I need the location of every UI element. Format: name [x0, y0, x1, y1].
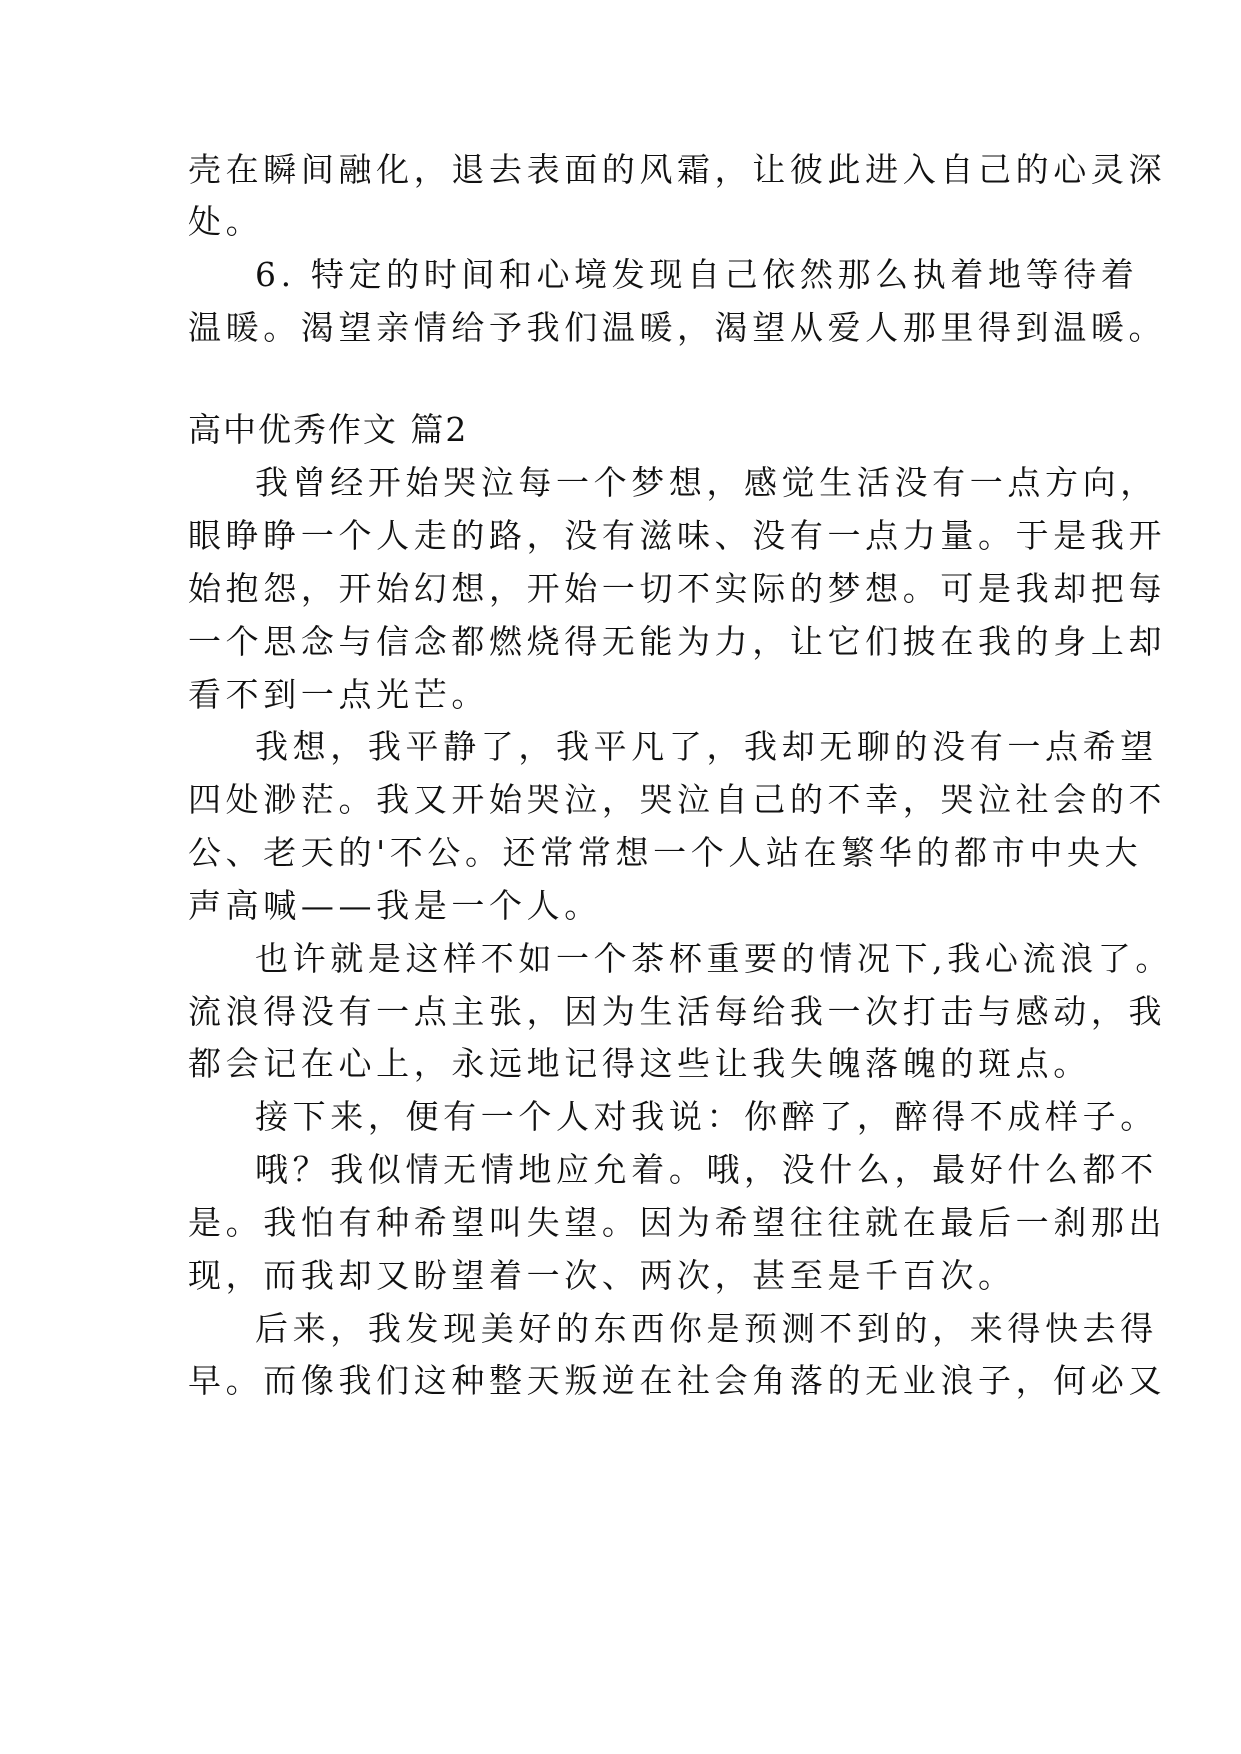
text-line: 后来，我发现美好的东西你是预测不到的，来得快去得 [255, 1309, 1158, 1348]
text-line: 都会记在心上，永远地记得这些让我失魄落魄的斑点。 [188, 1044, 1091, 1083]
text-line: 始抱怨，开始幻想，开始一切不实际的梦想。可是我却把每 [188, 569, 1167, 608]
section-title: 高中优秀作文 篇2 [188, 410, 469, 449]
text-line: 我想，我平静了，我平凡了，我却无聊的没有一点希望 [255, 727, 1158, 766]
text-line: 看不到一点光芒。 [188, 675, 489, 714]
text-line: 壳在瞬间融化，退去表面的风霜，让彼此进入自己的心灵深 [188, 150, 1167, 189]
text-line: 四处渺茫。我又开始哭泣，哭泣自己的不幸，哭泣社会的不 [188, 780, 1167, 819]
text-line: 我曾经开始哭泣每一个梦想，感觉生活没有一点方向， [255, 463, 1158, 502]
text-line: 流浪得没有一点主张，因为生活每给我一次打击与感动，我 [188, 992, 1167, 1031]
text-line: 接下来，便有一个人对我说：你醉了，醉得不成样子。 [255, 1097, 1158, 1136]
text-line: 是。我怕有种希望叫失望。因为希望往往就在最后一刹那出 [188, 1203, 1167, 1242]
text-line: 现，而我却又盼望着一次、两次，甚至是千百次。 [188, 1256, 1016, 1295]
text-line: 眼睁睁一个人走的路，没有滋味、没有一点力量。于是我开 [188, 516, 1167, 555]
text-line: 哦？我似情无情地应允着。哦，没什么，最好什么都不 [255, 1150, 1158, 1189]
text-line: 6. 特定的时间和心境发现自己依然那么执着地等待着 [255, 255, 1139, 294]
text-line: 一个思念与信念都燃烧得无能为力，让它们披在我的身上却 [188, 622, 1167, 661]
text-line: 温暖。渴望亲情给予我们温暖，渴望从爱人那里得到温暖。 [188, 308, 1167, 347]
text-line: 公、老天的'不公。还常常想一个人站在繁华的都市中央大 [188, 833, 1143, 872]
text-line: 处。 [188, 202, 264, 241]
text-line: 早。而像我们这种整天叛逆在社会角落的无业浪子，何必又 [188, 1361, 1167, 1400]
text-line: 声高喊——我是一个人。 [188, 886, 602, 925]
text-line: 也许就是这样不如一个茶杯重要的情况下,我心流浪了。 [255, 939, 1173, 978]
